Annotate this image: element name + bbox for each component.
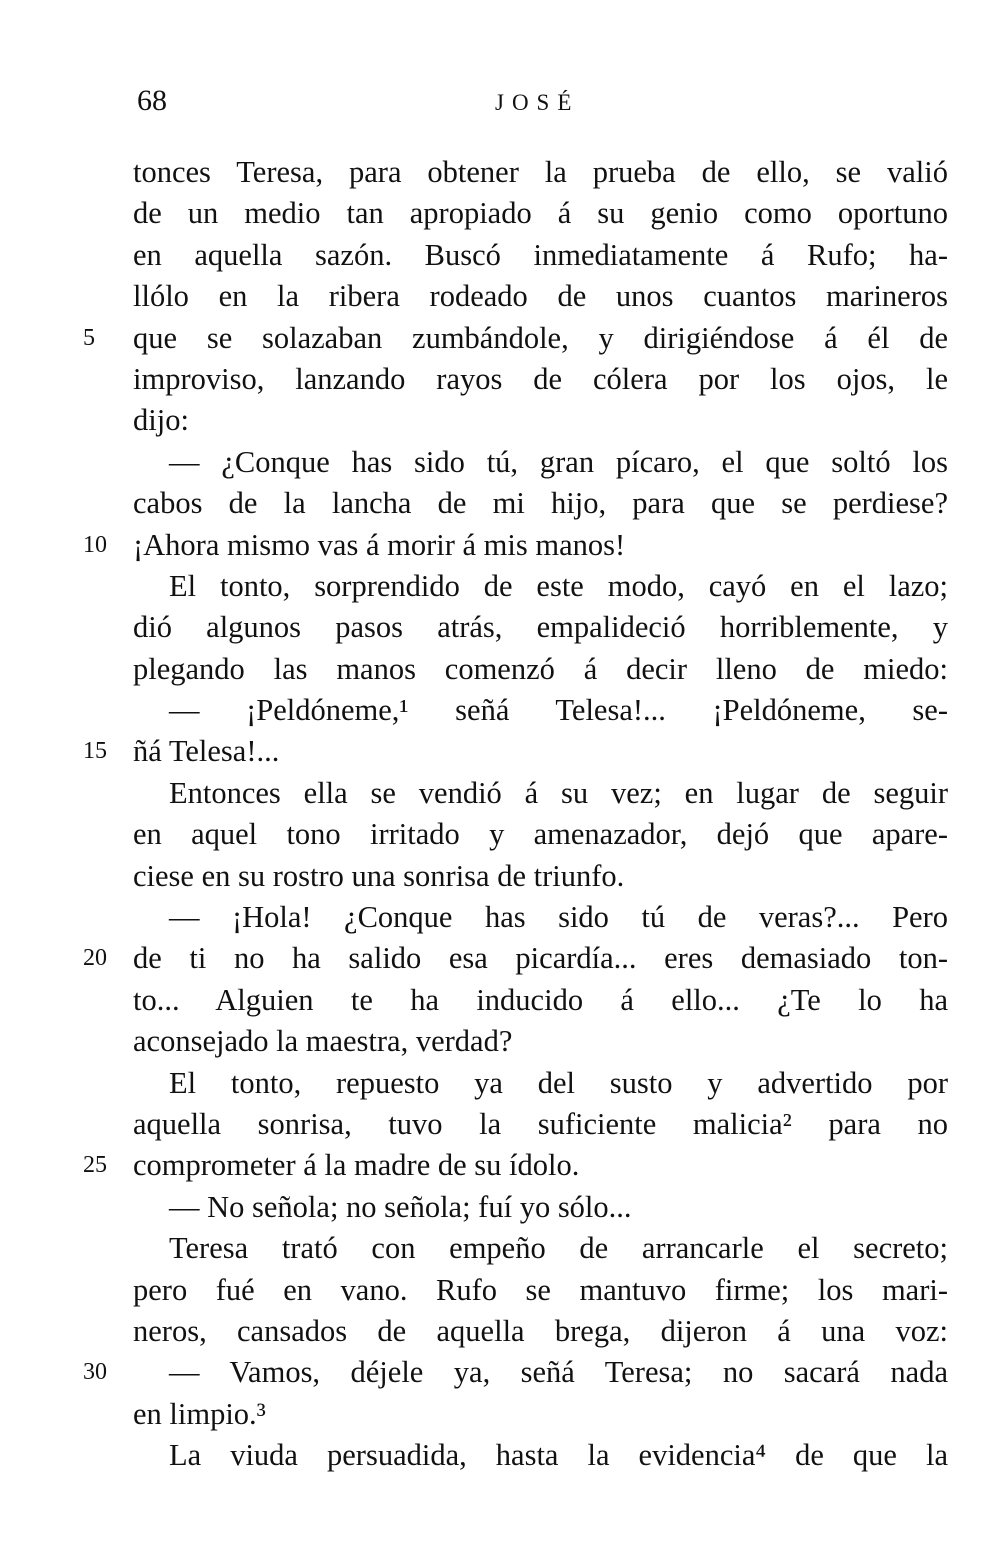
line-number: 15	[83, 738, 107, 765]
line-number: 20	[83, 945, 107, 972]
text-line	[83, 1352, 948, 1393]
line-text: Entonces ella se vendió á su vez; en lugar de seguir	[169, 775, 948, 810]
page-header	[0, 84, 1000, 134]
line-text: to... Alguien te ha inducido á ello... ¿Te lo ha	[133, 982, 948, 1017]
line-text: — ¡Hola! ¿Conque has sido tú de veras?... Pero	[169, 900, 948, 935]
line-text: en aquel tono irritado y amenazador, dejó que apare-	[133, 817, 948, 852]
text-line	[133, 1311, 948, 1352]
line-text: aconsejado la maestra, verdad?	[133, 1024, 513, 1059]
line-number: 30	[83, 1359, 107, 1386]
line-text: plegando las manos comenzó á decir lleno de miedo:	[133, 651, 948, 686]
line-text: dió algunos pasos atrás, empalideció horriblemente, y	[133, 610, 948, 645]
line-text: — ¿Conque has sido tú, gran pícaro, el que soltó los	[169, 444, 948, 479]
text-line	[133, 1394, 948, 1435]
line-text: neros, cansados de aquella brega, dijeron á una voz:	[133, 1313, 948, 1348]
line-text: pero fué en vano. Rufo se mantuvo firme; los mari-	[133, 1272, 948, 1307]
text-line	[133, 566, 948, 607]
text-line	[133, 1063, 948, 1104]
text-line	[133, 1228, 948, 1269]
line-text: en limpio.³	[133, 1396, 266, 1431]
line-text: ciese en su rostro una sonrisa de triunfo.	[133, 858, 625, 893]
text-line	[133, 980, 948, 1021]
text-body	[83, 152, 948, 1477]
text-line	[133, 897, 948, 938]
page-number: 68	[137, 84, 167, 117]
line-number: 5	[83, 324, 95, 351]
line-text: en aquella sazón. Buscó inmediatamente á Rufo; ha-	[133, 237, 948, 272]
line-text: tonces Teresa, para obtener la prueba de ello, se valió	[133, 155, 948, 189]
line-text: de ti no ha salido esa picardía... eres demasiado ton-	[133, 941, 948, 976]
line-text: cabos de la lancha de mi hijo, para que se perdiese?	[133, 486, 948, 521]
line-text: El tonto, sorprendido de este modo, cayó en el lazo;	[169, 568, 948, 603]
text-line	[133, 359, 948, 400]
line-text: comprometer á la madre de su ídolo.	[133, 1148, 580, 1183]
line-text: aquella sonrisa, tuvo la suficiente malicia² para no	[133, 1106, 948, 1141]
text-line	[133, 483, 948, 524]
line-number: 25	[83, 1152, 107, 1179]
text-line	[133, 1187, 948, 1228]
text-line	[83, 731, 948, 772]
text-line	[133, 814, 948, 855]
line-text: — Vamos, déjele ya, señá Teresa; no sacará nada	[169, 1355, 948, 1390]
text-line	[133, 276, 948, 317]
line-text: Teresa trató con empeño de arrancarle el secreto;	[169, 1231, 948, 1266]
text-line	[133, 773, 948, 814]
text-line	[133, 690, 948, 731]
running-head: JOSÉ	[495, 90, 580, 115]
text-line	[133, 1021, 948, 1062]
line-text: La viuda persuadida, hasta la evidencia⁴ de que la	[169, 1438, 948, 1473]
text-line	[133, 235, 948, 276]
line-number: 10	[83, 531, 107, 558]
text-line	[83, 1145, 948, 1186]
line-text: — ¡Peldóneme,¹ señá Telesa!... ¡Peldóneme, se-	[169, 693, 948, 728]
line-text: improviso, lanzando rayos de cólera por los ojos, le	[133, 361, 948, 396]
line-text: de un medio tan apropiado á su genio como oportuno	[133, 196, 948, 231]
line-text: que se solazaban zumbándole, y dirigiéndose á él de	[133, 320, 948, 355]
line-text: El tonto, repuesto ya del susto y advertido por	[169, 1065, 948, 1100]
text-line	[133, 152, 948, 193]
text-line	[83, 938, 948, 979]
text-line	[83, 318, 948, 359]
text-line	[133, 649, 948, 690]
text-line	[133, 856, 948, 897]
line-text: — No señola; no señola; fuí yo sólo...	[169, 1189, 632, 1224]
text-line	[133, 442, 948, 483]
text-line	[83, 525, 948, 566]
line-text: ñá Telesa!...	[133, 734, 280, 769]
line-text: ¡Ahora mismo vas á morir á mis manos!	[133, 527, 626, 562]
text-line	[133, 193, 948, 234]
text-line	[133, 1104, 948, 1145]
text-line	[133, 400, 948, 441]
text-line	[133, 1435, 948, 1476]
line-text: llólo en la ribera rodeado de unos cuantos marineros	[133, 279, 948, 314]
text-line	[133, 607, 948, 648]
line-text: dijo:	[133, 403, 189, 438]
text-line	[133, 1270, 948, 1311]
